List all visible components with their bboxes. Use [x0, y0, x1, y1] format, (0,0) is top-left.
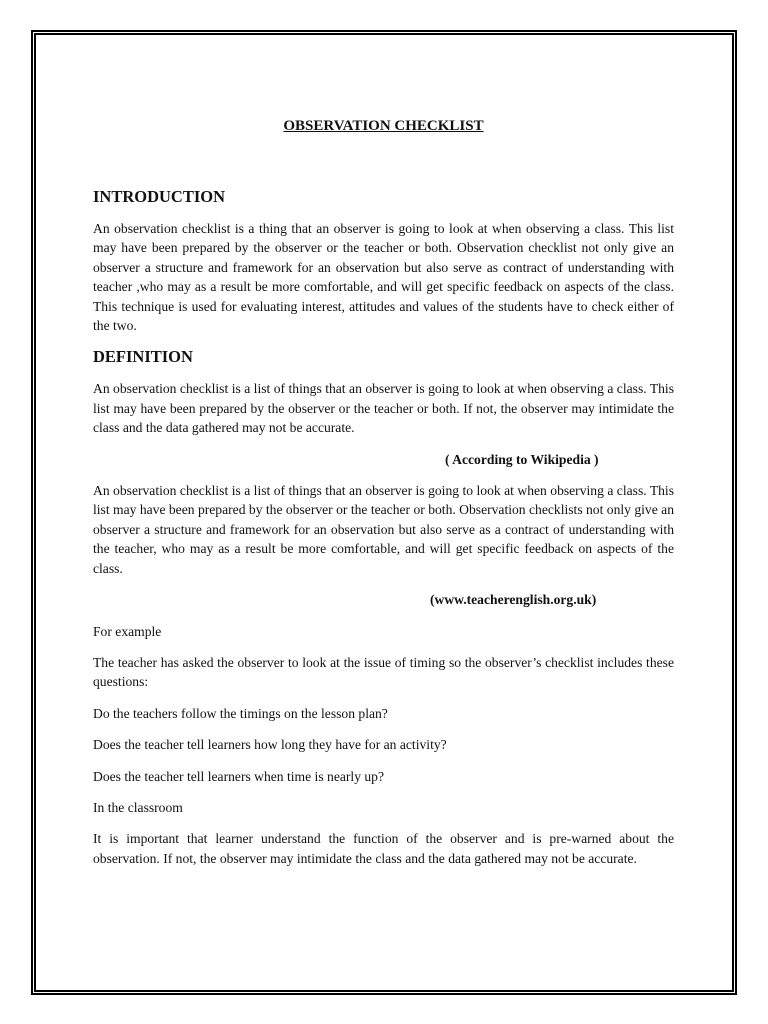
definition-heading: DEFINITION: [93, 347, 193, 367]
introduction-heading: INTRODUCTION: [93, 187, 226, 206]
wikipedia-citation: ( According to Wikipedia ): [445, 451, 599, 467]
definition-paragraph-1: An observation checklist is a list of things that an observer is going to look at when observing a class. This list may have been prepared by the observer or the teacher or both. If not, the observer may intimidate the class and the data gathered may not be accurate.: [93, 381, 674, 436]
definition-paragraph-2: An observation checklist is a list of things that an observer is going to look at when observing a class. This list may have been prepared by the observer or the teacher or both. Observation checklists not only give an observer a structure and framework for an observation but also serve as a contract of understanding with the teacher, who may as a result be more comfortable, and will get specific feedback on aspects of the class.: [93, 483, 674, 576]
introduction-paragraph: An observation checklist is a thing that an observer is going to look at when observing a class. This list may have been prepared by the observer or the teacher or both. Observation checklist not only give an observer a structure and framework for an observation but also serve as contract of understanding with teacher ,who may as a result be more comfortable, and will get specific feedback on aspects of the class. This technique is used for evaluating interest, attitudes and values of the students have to check either of the two.: [93, 221, 674, 334]
document-title: OBSERVATION CHECKLIST: [283, 118, 484, 134]
example-intro-paragraph: The teacher has asked the observer to look at the issue of timing so the observer’s checklist includes these questions:: [93, 654, 674, 690]
document-body: [93, 116, 674, 878]
example-question: Do the teachers follow the timings on the lesson plan?: [93, 705, 388, 721]
example-question: Does the teacher tell learners when time is nearly up?: [93, 768, 385, 784]
for-example-label: For example: [93, 623, 162, 639]
classroom-paragraph: It is important that learner understand the function of the observer and is pre-warned about the observation. If not, the observer may intimidate the class and the data gathered may not be accurate.: [93, 831, 674, 866]
example-question: Does the teacher tell learners how long they have for an activity?: [93, 737, 447, 753]
in-the-classroom-label: In the classroom: [93, 799, 183, 815]
teacherenglish-citation: (www.teacherenglish.org.uk): [430, 592, 597, 608]
